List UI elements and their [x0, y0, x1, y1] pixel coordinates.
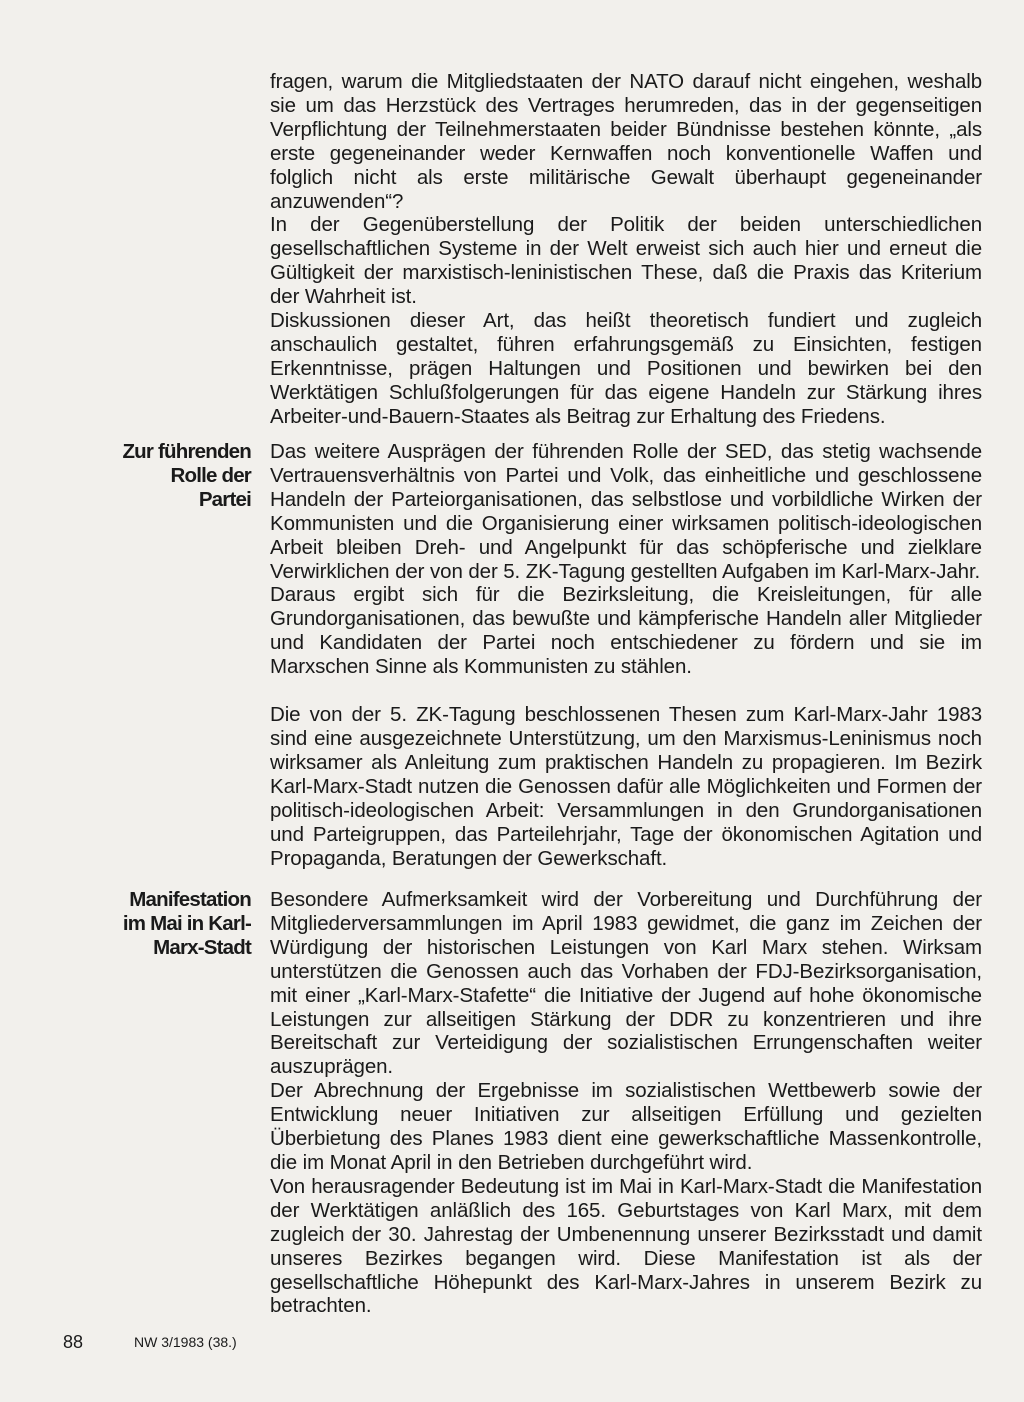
paragraph-bezirksleitung: Daraus ergibt sich für die Bezirksleitung, die Kreisleitungen, für alle Grundorganisationen, das bewußte und kämpferische Handeln aller Mitglieder und Kandidaten der Partei noch entschiedener zu fördern und sie im Marxschen Sinne als Kommunisten zu stählen. — [270, 583, 982, 679]
sidehead-2-line-1: Manifestation — [129, 888, 251, 911]
sidehead-2-line-2: im Mai in Karl- — [122, 911, 251, 935]
sidehead-1-line-2: Rolle der — [170, 463, 251, 487]
sidehead-manifestation — [71, 888, 251, 960]
paragraph-diskussionen: Diskussionen dieser Art, das heißt theoretisch fundiert und zugleich anschaulich gestaltet, führen erfahrungsgemäß zu Einsichten, festigen Erkenntnisse, prägen Haltungen und Positionen und bewirken bei den Werktätigen Schlußfolgerungen für das eigene Handeln zur Stärkung ihres Arbeiter-und-Bauern-Staates als Beitrag zur Erhaltung des Friedens. — [270, 309, 982, 428]
body-section-3 — [270, 888, 982, 1318]
sidehead-fuehrende-rolle — [71, 440, 251, 512]
body-section-2 — [270, 440, 982, 870]
sidehead-1-line-3: Partei — [198, 487, 251, 511]
paragraph-wettbewerb: Der Abrechnung der Ergebnisse im sozialistischen Wettbewerb sowie der Entwicklung neuer Initiativen zur allseitigen Erfüllung und gezielten Überbietung des Planes 1983 dient eine gewerkschaftliche Massenkontrolle, die im Monat April in den Betrieben durchgeführt wird. — [270, 1079, 982, 1174]
paragraph-nato-question: fragen, warum die Mitgliedstaaten der NATO darauf nicht eingehen, weshalb sie um das Herzstück des Vertrages herumreden, das in der gegenseitigen Verpflichtung der Teilnehmerstaaten beider Bündnisse bestehen könnte, „als erste gegeneinander weder Kernwaffen noch konventionelle Waffen und folglich nicht als erste militärische Gewalt überhaupt gegeneinander anzuwenden“? — [270, 70, 982, 213]
body-section-1 — [270, 70, 982, 429]
paragraph-mitgliederversammlungen: Besondere Aufmerksamkeit wird der Vorbereitung und Durchführung der Mitgliederversammlungen im April 1983 gewidmet, die ganz im Zeichen der Würdigung der historischen Leistungen von Karl Marx stehen. Wirksam unterstützen die Genossen auch das Vorhaben der FDJ-Bezirksorganisation, mit einer „Karl-Marx-Stafette“ die Initiative der Jugend auf hohe ökonomische Leistungen zur allseitigen Stärkung der DDR zu konzentrieren und ihre Bereitschaft zur Verteidigung der sozialistischen Errungenschaften weiter auszuprägen. — [270, 888, 982, 1079]
paragraph-fuehrende-rolle: Das weitere Ausprägen der führenden Rolle der SED, das stetig wachsende Vertrauensverhältnis von Partei und Volk, das einheitliche und geschlossene Handeln der Parteiorganisationen, das selbstlose und vorbildliche Wirken der Kommunisten und die Organisierung einer wirksamen politisch-ideologischen Arbeit bleiben Dreh- und Angelpunkt für das schöpferische und zielklare Verwirklichen der von der 5. ZK-Tagung gestellten Aufgaben im Karl-Marx-Jahr. — [270, 440, 982, 583]
paragraph-manifestation: Von herausragender Bedeutung ist im Mai in Karl-Marx-Stadt die Manifestation der Werktätigen anläßlich des 165. Geburtstages von Karl Marx, mit dem zugleich der 30. Jahrestag der Umbenennung unserer Bezirksstadt und damit unseres Bezirkes begangen wird. Diese Manifestation ist als der gesellschaftliche Höhepunkt des Karl-Marx-Jahres in unserem Bezirk zu betrachten. — [270, 1174, 982, 1318]
page-number: 88 — [63, 1332, 84, 1352]
issue-reference: NW 3/1983 (38.) — [134, 1334, 237, 1350]
sidehead-1-line-1: Zur führenden — [122, 440, 251, 463]
paragraph-thesen: Die von der 5. ZK-Tagung beschlossenen Thesen zum Karl-Marx-Jahr 1983 sind eine ausgezeichnete Unterstützung, um den Marxismus-Leninismus noch wirksamer als Anleitung zum praktischen Handeln zu propagieren. Im Bezirk Karl-Marx-Stadt nutzen die Genossen dafür alle Möglichkeiten und Formen der politisch-ideologischen Arbeit: Versammlungen in den Grundorganisationen und Parteigruppen, das Parteilehrjahr, Tage der ökonomischen Agitation und Propaganda, Beratungen der Gewerkschaft. — [270, 703, 982, 870]
sidehead-2-line-3: Marx-Stadt — [153, 935, 251, 959]
paragraph-praxis-kriterium: In der Gegenüberstellung der Politik der beiden unterschiedlichen gesellschaftlichen Systeme in der Welt erweist sich auch hier und erneut die Gültigkeit der marxistisch-leninistischen These, daß die Praxis das Kriterium der Wahrheit ist. — [270, 213, 982, 309]
